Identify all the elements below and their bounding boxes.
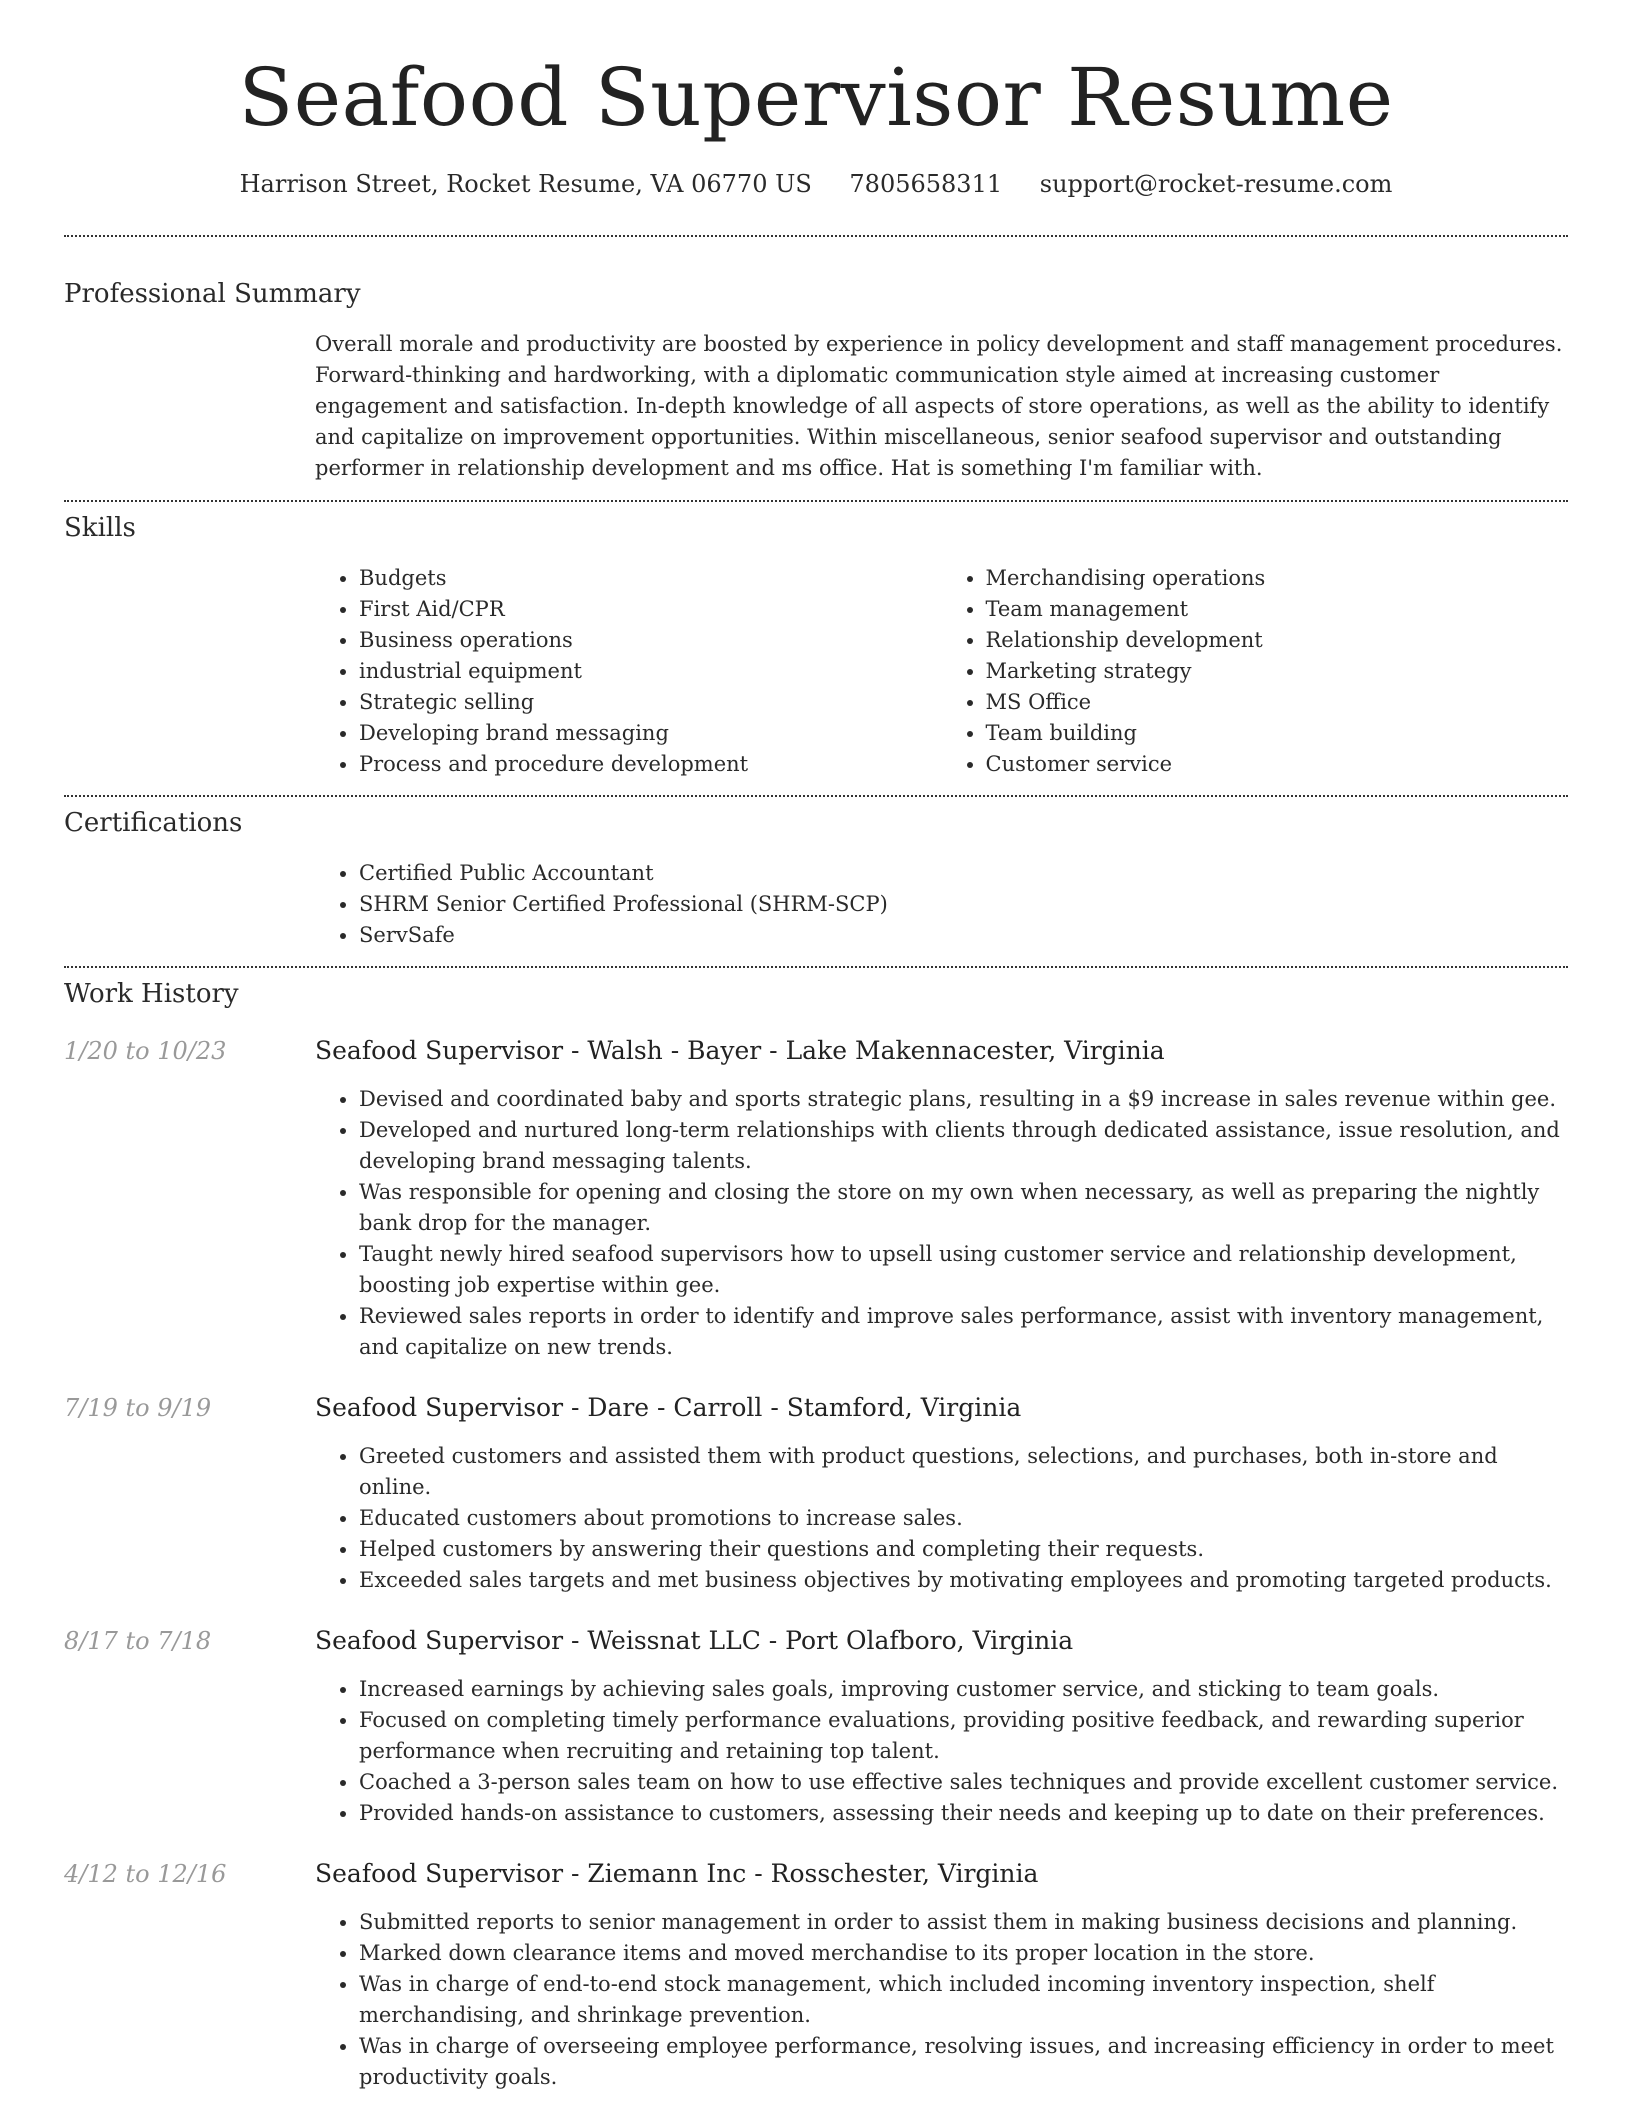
section-title-work-history: Work History <box>64 979 239 1009</box>
job-bullets <box>315 1907 1568 2093</box>
job-dates: 8/17 to 7/18 <box>64 1627 212 1655</box>
list-item: • Reviewed sales reports in order to identify and improve sales performance, assist with inventory management, and capitalize on new trends. <box>359 1301 1568 1363</box>
list-item: • Coached a 3-person sales team on how to use effective sales techniques and provide excellent customer service. <box>359 1767 1568 1798</box>
resume-page <box>64 0 1568 2093</box>
contact-line <box>64 170 1568 198</box>
job-dates: 1/20 to 10/23 <box>64 1037 227 1065</box>
job-entry <box>64 1859 1568 2093</box>
job-bullets <box>315 1084 1568 1363</box>
job-entry <box>64 1036 1568 1363</box>
list-item: • Marked down clearance items and moved merchandise to its proper location in the store. <box>359 1938 1568 1969</box>
list-item: • ServSafe <box>359 920 1568 951</box>
list-item: • SHRM Senior Certified Professional (SHRM-SCP) <box>359 889 1568 920</box>
list-item: • Relationship development <box>986 625 1569 656</box>
page-title: Seafood Supervisor Resume <box>238 51 1394 144</box>
divider <box>64 500 1568 502</box>
job-title: Seafood Supervisor - Dare - Carroll - Stamford, Virginia <box>315 1393 1022 1422</box>
list-item: • Strategic selling <box>359 687 942 718</box>
divider <box>64 966 1568 968</box>
list-item: • Budgets <box>359 563 942 594</box>
list-item: • Team building <box>986 718 1569 749</box>
list-item: • Educated customers about promotions to increase sales. <box>359 1503 1568 1534</box>
contact-phone: 7805658311 <box>849 170 1003 198</box>
skills-grid <box>315 563 1568 780</box>
list-item: • Increased earnings by achieving sales goals, improving customer service, and sticking to team goals. <box>359 1674 1568 1705</box>
certifications-list <box>315 858 1568 951</box>
list-item: • MS Office <box>986 687 1569 718</box>
job-title: Seafood Supervisor - Walsh - Bayer - Lake Makennacester, Virginia <box>315 1036 1165 1065</box>
list-item: • industrial equipment <box>359 656 942 687</box>
contact-email: support@rocket-resume.com <box>1039 170 1393 198</box>
list-item: • Helped customers by answering their questions and completing their requests. <box>359 1534 1568 1565</box>
list-item: • Exceeded sales targets and met business objectives by motivating employees and promoting targeted products. <box>359 1565 1568 1596</box>
job-entry <box>64 1626 1568 1829</box>
section-title-summary: Professional Summary <box>64 279 361 309</box>
list-item: • First Aid/CPR <box>359 594 942 625</box>
section-title-skills: Skills <box>64 513 136 543</box>
list-item: • Business operations <box>359 625 942 656</box>
list-item: • Devised and coordinated baby and sports strategic plans, resulting in a $9 increase in sales revenue within gee. <box>359 1084 1568 1115</box>
list-item: • Marketing strategy <box>986 656 1569 687</box>
job-dates: 7/19 to 9/19 <box>64 1394 212 1422</box>
list-item: • Process and procedure development <box>359 749 942 780</box>
job-entry <box>64 1393 1568 1596</box>
divider <box>64 795 1568 797</box>
list-item: • Was in charge of overseeing employee performance, resolving issues, and increasing efficiency in order to meet productivity goals. <box>359 2031 1568 2093</box>
list-item: • Greeted customers and assisted them with product questions, selections, and purchases, both in-store and online. <box>359 1441 1568 1503</box>
list-item: • Customer service <box>986 749 1569 780</box>
skills-right-list <box>942 563 1569 780</box>
list-item: • Was in charge of end-to-end stock management, which included incoming inventory inspection, shelf merchandising, and shrinkage prevention. <box>359 1969 1568 2031</box>
list-item: • Developed and nurtured long-term relationships with clients through dedicated assistance, issue resolution, and developing brand messaging talents. <box>359 1115 1568 1177</box>
list-item: • Team management <box>986 594 1569 625</box>
list-item: • Taught newly hired seafood supervisors how to upsell using customer service and relationship development, boosting job expertise within gee. <box>359 1239 1568 1301</box>
skills-left-list <box>315 563 942 780</box>
list-item: • Merchandising operations <box>986 563 1569 594</box>
list-item: • Developing brand messaging <box>359 718 942 749</box>
job-bullets <box>315 1674 1568 1829</box>
summary-text: Overall morale and productivity are boosted by experience in policy development and staff management procedures. Forward-thinking and hardworking, with a diplomatic communication style aimed at increasing customer engagement and satisfaction. In-depth knowledge of all aspects of store operations, as well as the ability to identify and capitalize on improvement opportunities. Within miscellaneous, senior seafood supervisor and outstanding performer in relationship development and ms office. Hat is something I'm familiar with. <box>315 332 1563 480</box>
list-item: • Provided hands-on assistance to customers, assessing their needs and keeping up to date on their preferences. <box>359 1798 1568 1829</box>
job-bullets <box>315 1441 1568 1596</box>
list-item: • Focused on completing timely performance evaluations, providing positive feedback, and rewarding superior performance when recruiting and retaining top talent. <box>359 1705 1568 1767</box>
contact-address: Harrison Street, Rocket Resume, VA 06770 US <box>239 170 812 198</box>
divider <box>64 235 1568 237</box>
job-dates: 4/12 to 12/16 <box>64 1860 227 1888</box>
list-item: • Submitted reports to senior management in order to assist them in making business decisions and planning. <box>359 1907 1568 1938</box>
list-item: • Certified Public Accountant <box>359 858 1568 889</box>
section-title-certifications: Certifications <box>64 808 243 838</box>
job-title: Seafood Supervisor - Ziemann Inc - Rosschester, Virginia <box>315 1859 1039 1888</box>
list-item: • Was responsible for opening and closing the store on my own when necessary, as well as preparing the nightly bank drop for the manager. <box>359 1177 1568 1239</box>
job-title: Seafood Supervisor - Weissnat LLC - Port Olafboro, Virginia <box>315 1626 1074 1655</box>
certifications-block <box>315 858 1568 951</box>
